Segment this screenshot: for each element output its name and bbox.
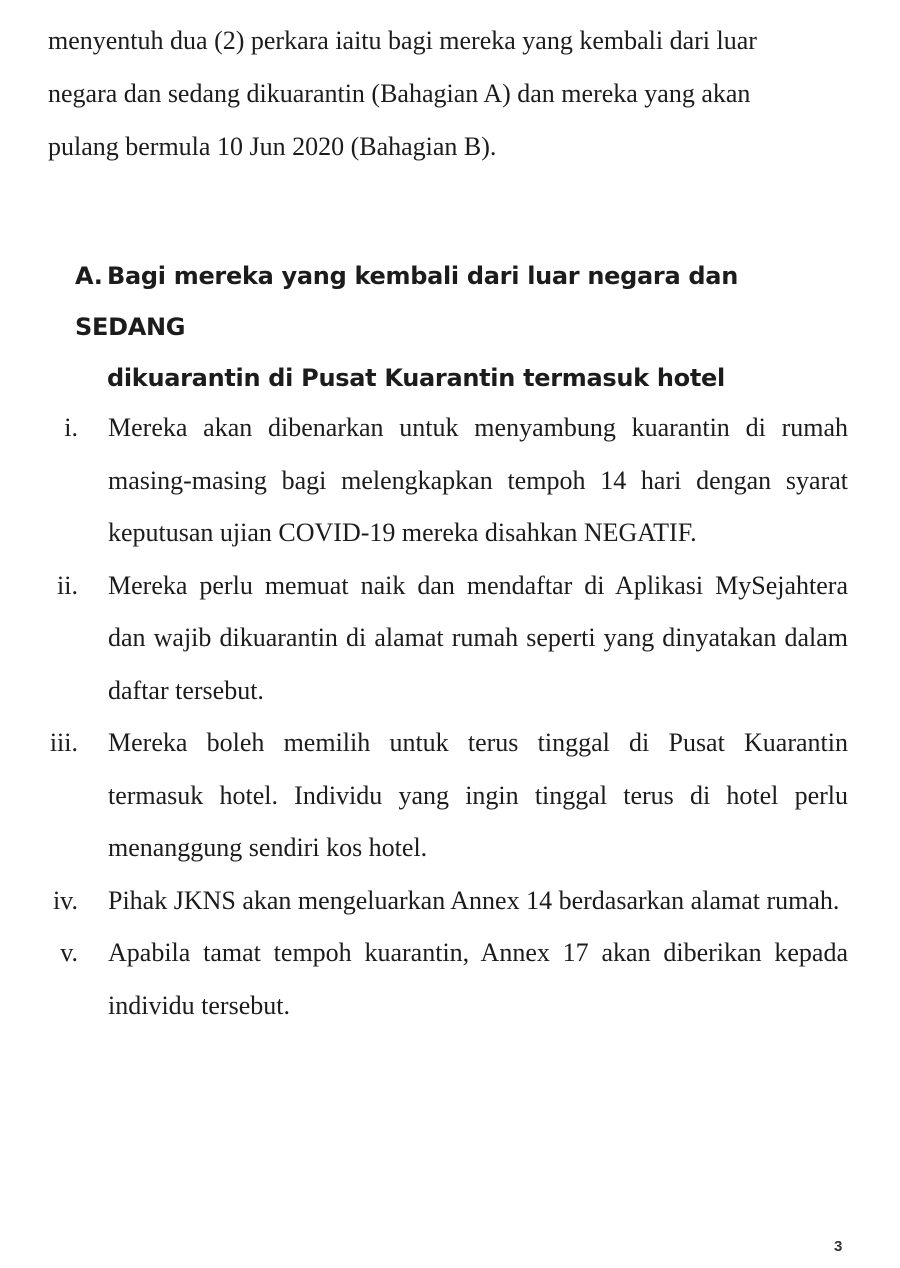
list-item: [0, 717, 900, 875]
list-item: [0, 560, 900, 718]
section-a-marker: A.: [75, 262, 103, 290]
list-item-text: Apabila tamat tempoh kuarantin, Annex 17 akan diberikan kepada individu tersebut.: [108, 938, 848, 1020]
list-item-text: Mereka perlu memuat naik dan mendaftar di Aplikasi MySejahtera dan wajib dikuarantin di alamat rumah seperti yang dinyatakan dalam daftar tersebut.: [108, 570, 848, 705]
list-item-text: Mereka akan dibenarkan untuk menyambung kuarantin di rumah masing-masing bagi melengkapkan tempoh 14 hari dengan syarat keputusan ujian COVID-19 mereka disahkan NEGATIF.: [108, 413, 848, 547]
list-item-number: v.: [60, 938, 78, 967]
section-a-title-line2: dikuarantin di Pusat Kuarantin termasuk hotel: [107, 364, 725, 392]
list-item: [0, 402, 900, 560]
section-a-title-line1: Bagi mereka yang kembali dari luar negara dan SEDANG: [75, 262, 738, 341]
section-a-list: [0, 402, 900, 1032]
page-number: 3: [834, 1238, 843, 1255]
list-item-number: iv.: [52, 885, 78, 915]
list-item-text: Pihak JKNS akan mengeluarkan Annex 14 berdasarkan alamat rumah.: [108, 885, 840, 915]
list-item-number: iii.: [49, 728, 78, 757]
list-item: [0, 875, 900, 928]
intro-line: menyentuh dua (2) perkara iaitu bagi mereka yang kembali dari luar: [48, 26, 757, 55]
intro-paragraph: [48, 14, 848, 173]
intro-line: pulang bermula 10 Jun 2020 (Bahagian B).: [48, 132, 497, 161]
list-item: [0, 927, 900, 1032]
intro-line: negara dan sedang dikuarantin (Bahagian A) dan mereka yang akan: [48, 79, 751, 108]
list-item-number: i.: [64, 413, 78, 442]
list-item-number: ii.: [57, 570, 78, 600]
list-item-text: Mereka boleh memilih untuk terus tinggal di Pusat Kuarantin termasuk hotel. Individu yang ingin tinggal terus di hotel perlu menanggung sendiri kos hotel.: [108, 728, 848, 862]
section-a-heading: [75, 251, 850, 404]
